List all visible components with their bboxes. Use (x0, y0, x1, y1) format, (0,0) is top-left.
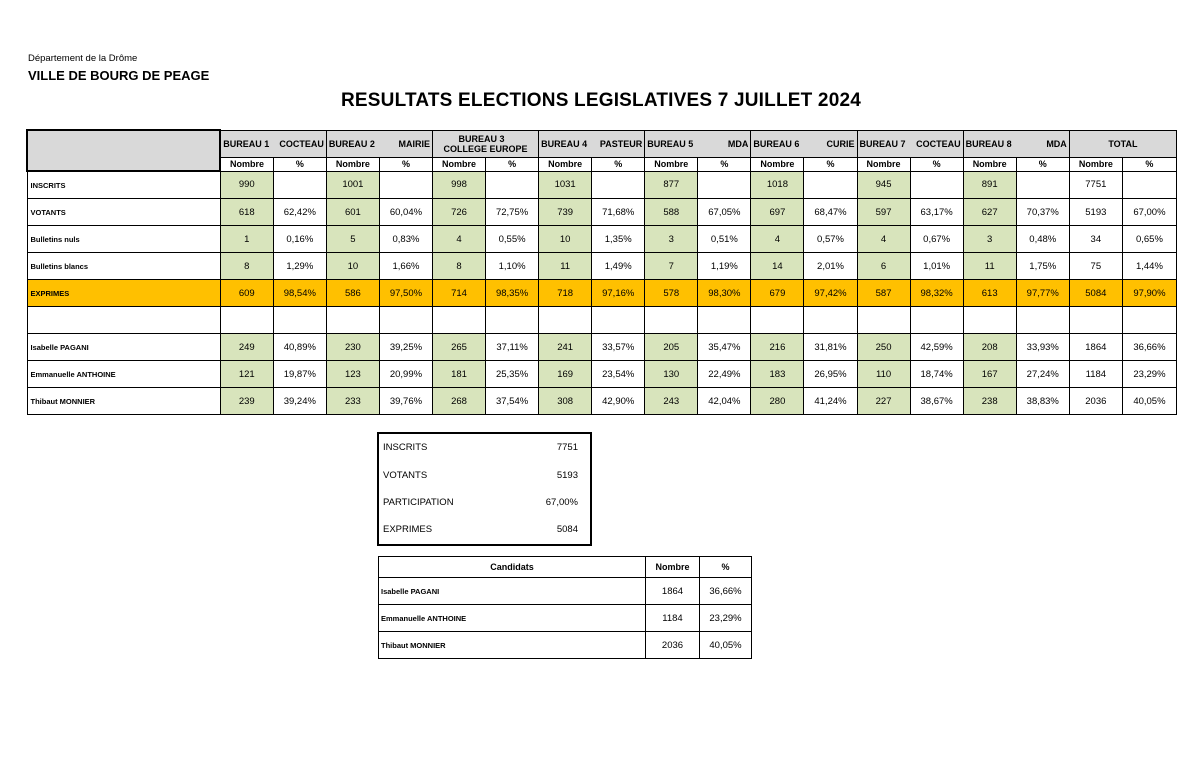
cell-nombre: 34 (1069, 226, 1122, 253)
cell-pct (698, 171, 751, 199)
cell-pct: 39,25% (379, 334, 432, 361)
cell-pct (804, 171, 857, 199)
blank-cell (27, 307, 220, 334)
blank-cell (645, 307, 698, 334)
cell-nombre: 891 (963, 171, 1016, 199)
subheader-pct: % (1016, 157, 1069, 171)
cell-nombre: 4 (857, 226, 910, 253)
row-label: Thibaut MONNIER (27, 388, 220, 415)
cell-nombre: 216 (751, 334, 804, 361)
cell-nombre: 167 (963, 361, 1016, 388)
bureau-header-content (223, 139, 324, 149)
data-row (27, 199, 1177, 226)
bureau-place: MDA (1046, 138, 1067, 149)
cell-nombre: 268 (433, 388, 486, 415)
cell-pct (1016, 171, 1069, 199)
bureau-place: COLLEGE EUROPE (443, 143, 528, 154)
bureau-header-row (27, 130, 1177, 157)
blank-cell (963, 307, 1016, 334)
cell-pct: 63,17% (910, 199, 963, 226)
cell-nombre: 739 (539, 199, 592, 226)
cell-nombre: 243 (645, 388, 698, 415)
cell-pct: 1,35% (592, 226, 645, 253)
cell-pct: 98,32% (910, 280, 963, 307)
cell-pct: 71,68% (592, 199, 645, 226)
subheader-pct: % (379, 157, 432, 171)
row-label: EXPRIMES (27, 280, 220, 307)
data-row (27, 171, 1177, 199)
cell-pct: 67,00% (1122, 199, 1176, 226)
bureau-header (433, 130, 539, 157)
cell-nombre: 250 (857, 334, 910, 361)
summary-row-votants (383, 470, 578, 481)
cell-nombre: 110 (857, 361, 910, 388)
cell-nombre: 8 (433, 253, 486, 280)
blank-cell (486, 307, 539, 334)
cell-pct: 72,75% (486, 199, 539, 226)
cell-pct: 37,54% (486, 388, 539, 415)
row-label: Isabelle PAGANI (27, 334, 220, 361)
cell-nombre: 308 (539, 388, 592, 415)
cell-nombre: 1018 (751, 171, 804, 199)
candidates-header-nombre: Nombre (646, 557, 700, 578)
subheader-nombre: Nombre (963, 157, 1016, 171)
blank-cell (804, 307, 857, 334)
candidate-nombre: 2036 (646, 632, 700, 659)
summary-label: VOTANTS (383, 470, 428, 481)
cell-nombre: 601 (326, 199, 379, 226)
cell-pct: 67,05% (698, 199, 751, 226)
candidates-header-pct: % (700, 557, 752, 578)
candidates-table (378, 556, 752, 659)
subheader-nombre: Nombre (220, 157, 273, 171)
cell-nombre: 14 (751, 253, 804, 280)
cell-nombre: 10 (326, 253, 379, 280)
bureau-header (963, 130, 1069, 157)
bureau-header (326, 130, 432, 157)
bureau-name: BUREAU 6 (753, 138, 800, 149)
bureau-header-content (435, 134, 536, 154)
cell-pct: 40,05% (1122, 388, 1176, 415)
cell-pct: 42,90% (592, 388, 645, 415)
summary-value: 5084 (556, 524, 578, 535)
cell-pct: 1,49% (592, 253, 645, 280)
cell-pct: 2,01% (804, 253, 857, 280)
cell-nombre: 3 (963, 226, 1016, 253)
cell-pct: 1,44% (1122, 253, 1176, 280)
summary-row-participation (383, 497, 578, 508)
cell-pct: 38,67% (910, 388, 963, 415)
bureau-header-content (753, 139, 854, 149)
blank-cell (910, 307, 963, 334)
cell-nombre: 10 (539, 226, 592, 253)
cell-pct: 68,47% (804, 199, 857, 226)
cell-nombre: 8 (220, 253, 273, 280)
cell-pct: 0,55% (486, 226, 539, 253)
results-table (26, 129, 1177, 415)
subheader-nombre: Nombre (326, 157, 379, 171)
cell-pct: 38,83% (1016, 388, 1069, 415)
bureau-header (539, 130, 645, 157)
bureau-place: MAIRIE (398, 138, 430, 149)
cell-nombre: 1001 (326, 171, 379, 199)
cell-nombre: 1 (220, 226, 273, 253)
cell-nombre: 121 (220, 361, 273, 388)
bureau-header (751, 130, 857, 157)
cell-nombre: 1031 (539, 171, 592, 199)
candidate-name: Thibaut MONNIER (379, 632, 646, 659)
subheader-nombre: Nombre (857, 157, 910, 171)
bureau-name: BUREAU 3 (458, 133, 505, 144)
cell-nombre: 4 (433, 226, 486, 253)
cell-pct: 1,75% (1016, 253, 1069, 280)
page-title-text: RESULTATS ELECTIONS LEGISLATIVES 7 JUILLET 2024 (340, 90, 861, 111)
cell-pct: 19,87% (273, 361, 326, 388)
cell-pct: 0,51% (698, 226, 751, 253)
cell-nombre: 4 (751, 226, 804, 253)
cell-pct: 0,16% (273, 226, 326, 253)
blank-cell (539, 307, 592, 334)
cell-nombre: 587 (857, 280, 910, 307)
subheader-pct: % (1122, 157, 1176, 171)
bureau-header (857, 130, 963, 157)
cell-pct: 98,54% (273, 280, 326, 307)
blank-cell (379, 307, 432, 334)
candidate-row (379, 578, 752, 605)
cell-nombre: 5 (326, 226, 379, 253)
blank-cell (220, 307, 273, 334)
blank-cell (698, 307, 751, 334)
cell-pct: 70,37% (1016, 199, 1069, 226)
cell-nombre: 230 (326, 334, 379, 361)
candidate-nombre: 1864 (646, 578, 700, 605)
cell-pct: 0,48% (1016, 226, 1069, 253)
bureau-name: BUREAU 5 (647, 138, 694, 149)
cell-pct (592, 171, 645, 199)
cell-pct: 97,50% (379, 280, 432, 307)
candidate-nombre: 1184 (646, 605, 700, 632)
cell-nombre: 11 (539, 253, 592, 280)
cell-nombre: 990 (220, 171, 273, 199)
cell-pct: 26,95% (804, 361, 857, 388)
cell-nombre: 679 (751, 280, 804, 307)
cell-pct: 25,35% (486, 361, 539, 388)
cell-nombre: 586 (326, 280, 379, 307)
candidate-name: Emmanuelle ANTHOINE (379, 605, 646, 632)
page-title (0, 90, 1200, 112)
cell-nombre: 3 (645, 226, 698, 253)
cell-nombre: 1864 (1069, 334, 1122, 361)
cell-pct: 97,42% (804, 280, 857, 307)
cell-pct: 98,30% (698, 280, 751, 307)
bureau-header-content (541, 139, 642, 149)
cell-pct: 97,90% (1122, 280, 1176, 307)
cell-nombre: 227 (857, 388, 910, 415)
cell-nombre: 627 (963, 199, 1016, 226)
cell-pct: 27,24% (1016, 361, 1069, 388)
cell-nombre: 11 (963, 253, 1016, 280)
bureau-place: COCTEAU (279, 138, 324, 149)
cell-pct: 98,35% (486, 280, 539, 307)
cell-nombre: 7751 (1069, 171, 1122, 199)
cell-pct: 35,47% (698, 334, 751, 361)
cell-nombre: 597 (857, 199, 910, 226)
row-label: INSCRITS (27, 171, 220, 199)
subheader-pct: % (698, 157, 751, 171)
cell-nombre: 609 (220, 280, 273, 307)
summary-row-exprimes (383, 524, 578, 535)
summary-box (377, 432, 592, 546)
bureau-name: BUREAU 1 (223, 138, 270, 149)
row-label: VOTANTS (27, 199, 220, 226)
departement-label: Département de la Drôme (28, 53, 138, 64)
candidate-row (379, 605, 752, 632)
cell-pct: 0,65% (1122, 226, 1176, 253)
cell-nombre: 613 (963, 280, 1016, 307)
cell-pct (273, 171, 326, 199)
cell-pct: 1,29% (273, 253, 326, 280)
row-label: Emmanuelle ANTHOINE (27, 361, 220, 388)
cell-nombre: 249 (220, 334, 273, 361)
cell-nombre: 945 (857, 171, 910, 199)
cell-pct: 41,24% (804, 388, 857, 415)
cell-nombre: 697 (751, 199, 804, 226)
cell-pct: 0,57% (804, 226, 857, 253)
cell-nombre: 1184 (1069, 361, 1122, 388)
cell-nombre: 7 (645, 253, 698, 280)
cell-pct: 36,66% (1122, 334, 1176, 361)
bureau-header (645, 130, 751, 157)
subheader-pct: % (910, 157, 963, 171)
bureau-place: COCTEAU (916, 138, 961, 149)
summary-value: 7751 (556, 442, 578, 453)
cell-pct: 39,24% (273, 388, 326, 415)
cell-nombre: 5193 (1069, 199, 1122, 226)
summary-value: 5193 (556, 470, 578, 481)
cell-nombre: 618 (220, 199, 273, 226)
cell-pct: 97,77% (1016, 280, 1069, 307)
blank-cell (1016, 307, 1069, 334)
blank-cell (1122, 307, 1176, 334)
cell-pct: 31,81% (804, 334, 857, 361)
cell-nombre: 265 (433, 334, 486, 361)
bureau-header-content (860, 139, 961, 149)
subheader-pct: % (486, 157, 539, 171)
cell-nombre: 280 (751, 388, 804, 415)
cell-nombre: 726 (433, 199, 486, 226)
blank-cell (857, 307, 910, 334)
candidate-name: Isabelle PAGANI (379, 578, 646, 605)
cell-nombre: 6 (857, 253, 910, 280)
subheader-pct: % (592, 157, 645, 171)
subheader-nombre: Nombre (539, 157, 592, 171)
cell-pct (486, 171, 539, 199)
cell-nombre: 123 (326, 361, 379, 388)
candidates-header-row (379, 557, 752, 578)
cell-nombre: 578 (645, 280, 698, 307)
blank-cell (273, 307, 326, 334)
cell-nombre: 239 (220, 388, 273, 415)
cell-nombre: 718 (539, 280, 592, 307)
cell-pct: 42,04% (698, 388, 751, 415)
blank-cell (1069, 307, 1122, 334)
cell-pct: 1,19% (698, 253, 751, 280)
bureau-name: BUREAU 4 (541, 138, 588, 149)
blank-cell (433, 307, 486, 334)
cell-pct (910, 171, 963, 199)
blank-cell (592, 307, 645, 334)
table-corner (27, 130, 220, 171)
cell-pct: 1,10% (486, 253, 539, 280)
summary-label: PARTICIPATION (383, 497, 454, 508)
cell-pct: 60,04% (379, 199, 432, 226)
bureau-place: MDA (727, 138, 749, 149)
cell-nombre: 877 (645, 171, 698, 199)
cell-nombre: 208 (963, 334, 1016, 361)
summary-label: EXPRIMES (383, 524, 433, 535)
cell-pct: 42,59% (910, 334, 963, 361)
bureau-place: PASTEUR (599, 138, 643, 149)
cell-nombre: 233 (326, 388, 379, 415)
subheader-nombre: Nombre (433, 157, 486, 171)
subheader-nombre: Nombre (645, 157, 698, 171)
blank-row (27, 307, 1177, 334)
data-row (27, 253, 1177, 280)
candidate-row (379, 632, 752, 659)
data-row (27, 388, 1177, 415)
total-header: TOTAL (1069, 130, 1176, 157)
summary-label: INSCRITS (383, 442, 428, 453)
cell-pct: 0,83% (379, 226, 432, 253)
cell-pct: 23,29% (1122, 361, 1176, 388)
cell-pct: 0,67% (910, 226, 963, 253)
cell-pct: 18,74% (910, 361, 963, 388)
cell-pct: 20,99% (379, 361, 432, 388)
cell-nombre: 241 (539, 334, 592, 361)
cell-pct (1122, 171, 1176, 199)
bureau-name: BUREAU 2 (328, 138, 375, 149)
cell-pct: 62,42% (273, 199, 326, 226)
cell-nombre: 588 (645, 199, 698, 226)
cell-nombre: 238 (963, 388, 1016, 415)
cell-pct: 33,93% (1016, 334, 1069, 361)
row-label: Bulletins nuls (27, 226, 220, 253)
bureau-name: BUREAU 8 (965, 138, 1012, 149)
cell-nombre: 181 (433, 361, 486, 388)
cell-nombre: 75 (1069, 253, 1122, 280)
subheader-nombre: Nombre (751, 157, 804, 171)
bureau-header (220, 130, 326, 157)
bureau-place: CURIE (826, 138, 855, 149)
subheader-pct: % (273, 157, 326, 171)
cell-pct: 22,49% (698, 361, 751, 388)
cell-pct: 1,01% (910, 253, 963, 280)
bureau-name: BUREAU 7 (859, 138, 906, 149)
candidates-header-name: Candidats (379, 557, 646, 578)
cell-pct: 37,11% (486, 334, 539, 361)
cell-pct: 23,54% (592, 361, 645, 388)
row-label: Bulletins blancs (27, 253, 220, 280)
data-row (27, 280, 1177, 307)
bureau-header-content (647, 139, 748, 149)
cell-pct: 39,76% (379, 388, 432, 415)
candidate-pct: 36,66% (700, 578, 752, 605)
cell-nombre: 169 (539, 361, 592, 388)
subheader-nombre: Nombre (1069, 157, 1122, 171)
cell-nombre: 130 (645, 361, 698, 388)
bureau-header-content (329, 139, 430, 149)
summary-row-inscrits (383, 442, 578, 453)
cell-nombre: 998 (433, 171, 486, 199)
cell-pct: 1,66% (379, 253, 432, 280)
bureau-header-content (966, 139, 1067, 149)
cell-pct: 97,16% (592, 280, 645, 307)
cell-pct: 33,57% (592, 334, 645, 361)
cell-nombre: 205 (645, 334, 698, 361)
cell-nombre: 183 (751, 361, 804, 388)
summary-value: 67,00% (545, 497, 578, 508)
cell-nombre: 714 (433, 280, 486, 307)
data-row (27, 334, 1177, 361)
cell-pct (379, 171, 432, 199)
city-name: VILLE DE BOURG DE PEAGE (28, 68, 210, 83)
blank-cell (751, 307, 804, 334)
subheader-pct: % (804, 157, 857, 171)
cell-nombre: 2036 (1069, 388, 1122, 415)
candidate-pct: 40,05% (700, 632, 752, 659)
candidate-pct: 23,29% (700, 605, 752, 632)
data-row (27, 361, 1177, 388)
blank-cell (326, 307, 379, 334)
data-row (27, 226, 1177, 253)
cell-nombre: 5084 (1069, 280, 1122, 307)
cell-pct: 40,89% (273, 334, 326, 361)
